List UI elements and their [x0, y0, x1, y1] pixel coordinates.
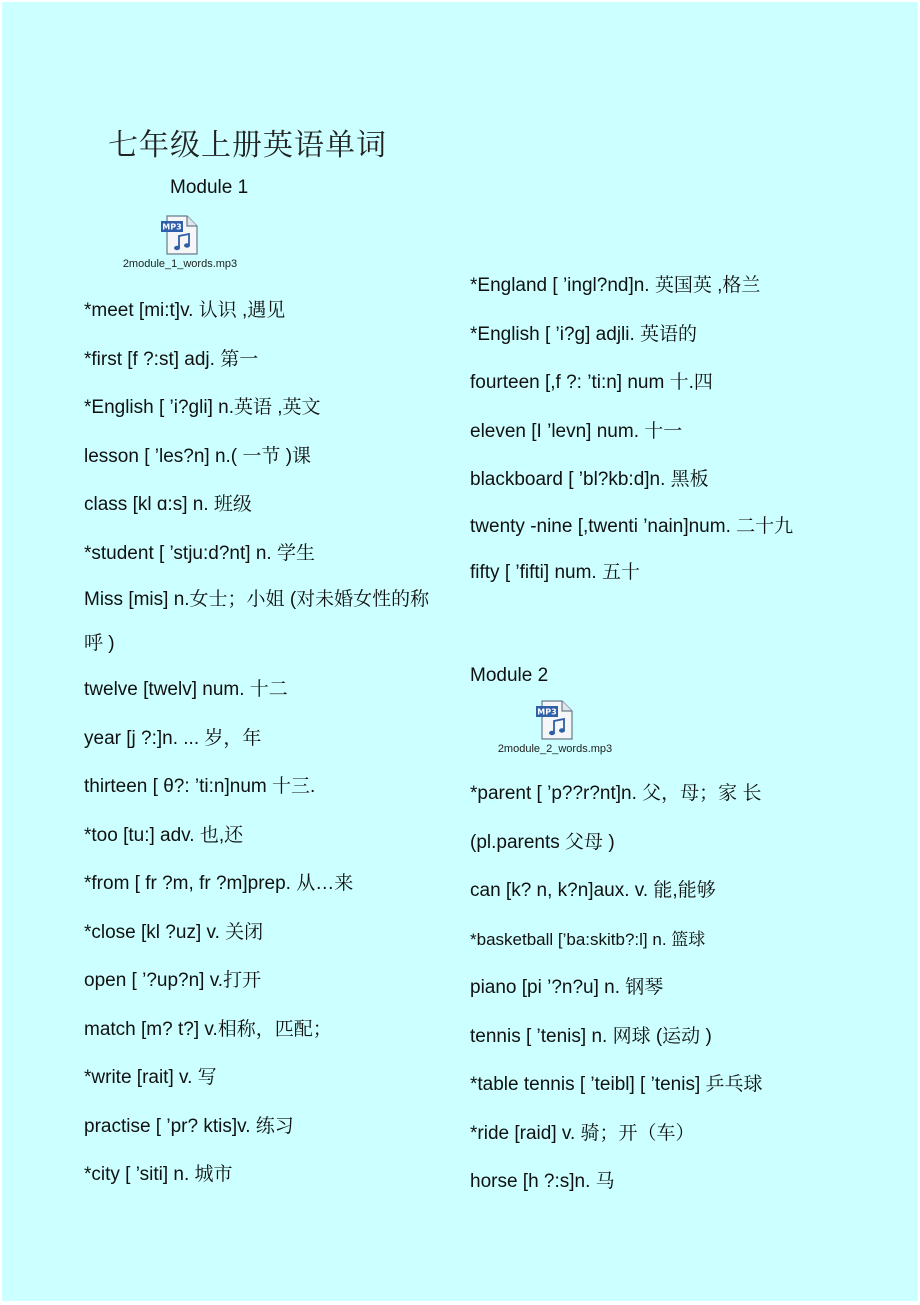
list-item: fourteen [,f ?: ’ti:n] num 十.四 [470, 372, 713, 393]
module-2-heading: Module 2 [470, 665, 549, 686]
list-item: blackboard [ ’bl?kb:d]n. 黑板 [470, 469, 709, 490]
list-item: Miss [mis] n.女士；小姐 (对未婚女性的称呼 ) [84, 589, 430, 654]
list-item: open [ ’?up?n] v.打开 [84, 970, 262, 991]
list-item: *city [ ’siti] n. 城市 [84, 1164, 233, 1185]
list-item: twelve [twelv] num. 十二 [84, 679, 288, 700]
module-2-audio-file[interactable] [475, 699, 635, 755]
list-item: *ride [raid] v. 骑；开（车） [470, 1122, 695, 1144]
list-item: *meet [mi:t]v. 认识 ,遇见 [84, 300, 286, 321]
list-item: year [j ?:]n. ... 岁，年 [84, 727, 262, 749]
list-item: fifty [ ’fifti] num. 五十 [470, 561, 640, 583]
list-item: horse [h ?:s]n. 马 [470, 1171, 615, 1192]
list-item: practise [ ’pr? ktis]v. 练习 [84, 1115, 294, 1137]
list-item: *parent [ ’p??r?nt]n. 父，母；家 长 [470, 783, 762, 804]
list-item: tennis [ ’tenis] n. 网球 (运动 ) [470, 1025, 712, 1047]
module-1-word-list-right [470, 262, 810, 597]
svg-text:MP3: MP3 [537, 707, 557, 717]
list-item: class [kl ɑ:s] n. 班级 [84, 494, 252, 515]
list-item: (pl.parents 父母 ) [470, 831, 615, 853]
list-item: lesson [ ’les?n] n.( 一节 )课 [84, 445, 312, 467]
list-item: *too [tu:] adv. 也,还 [84, 824, 244, 846]
list-item: can [k? n, k?n]aux. v. 能,能够 [470, 880, 716, 901]
list-item: *English [ ’i?g] adjli. 英语的 [470, 323, 698, 345]
list-item: *English [ ’i?gli] n.英语 ,英文 [84, 397, 321, 418]
module-1-audio-file[interactable] [100, 214, 260, 270]
list-item: *from [ fr ?m, fr ?m]prep. 从…来 [84, 873, 354, 894]
list-item: *basketball [’ba:skitb?:l] n. 篮球 [470, 929, 706, 949]
list-item: *student [ ’stju:d?nt] n. 学生 [84, 542, 315, 564]
page-title: 七年级上册英语单词 [108, 128, 387, 163]
list-item: *first [f ?:st] adj. 第一 [84, 348, 259, 370]
list-item: eleven [I ’levn] num. 十一 [470, 420, 683, 442]
audio-file-name: 2module_2_words.mp3 [497, 743, 613, 755]
list-item: twenty -nine [,twenti ’nain]num. 二十九 [470, 515, 794, 537]
audio-file-name: 2module_1_words.mp3 [122, 258, 238, 270]
list-item: *table tennis [ ’teibl] [ ’tenis] 乒乓球 [470, 1074, 763, 1095]
list-item: thirteen [ θ?: ’ti:n]num 十三. [84, 776, 316, 797]
svg-text:MP3: MP3 [162, 222, 182, 232]
list-item: *write [rait] v. 写 [84, 1067, 217, 1088]
list-item: *close [kl ?uz] v. 关闭 [84, 921, 264, 943]
document-page [2, 2, 918, 1301]
mp3-file-icon [534, 699, 576, 741]
module-1-heading: Module 1 [170, 177, 249, 198]
list-item: match [m? t?] v.相称，匹配； [84, 1018, 332, 1040]
list-item: piano [pi ’?n?u] n. 钢琴 [470, 977, 664, 998]
mp3-file-icon [159, 214, 201, 256]
module-1-word-list-left [84, 287, 444, 1200]
list-item: *England [ ’ingl?nd]n. 英国英 ,格兰 [470, 275, 761, 296]
module-2-word-list [470, 770, 810, 1207]
